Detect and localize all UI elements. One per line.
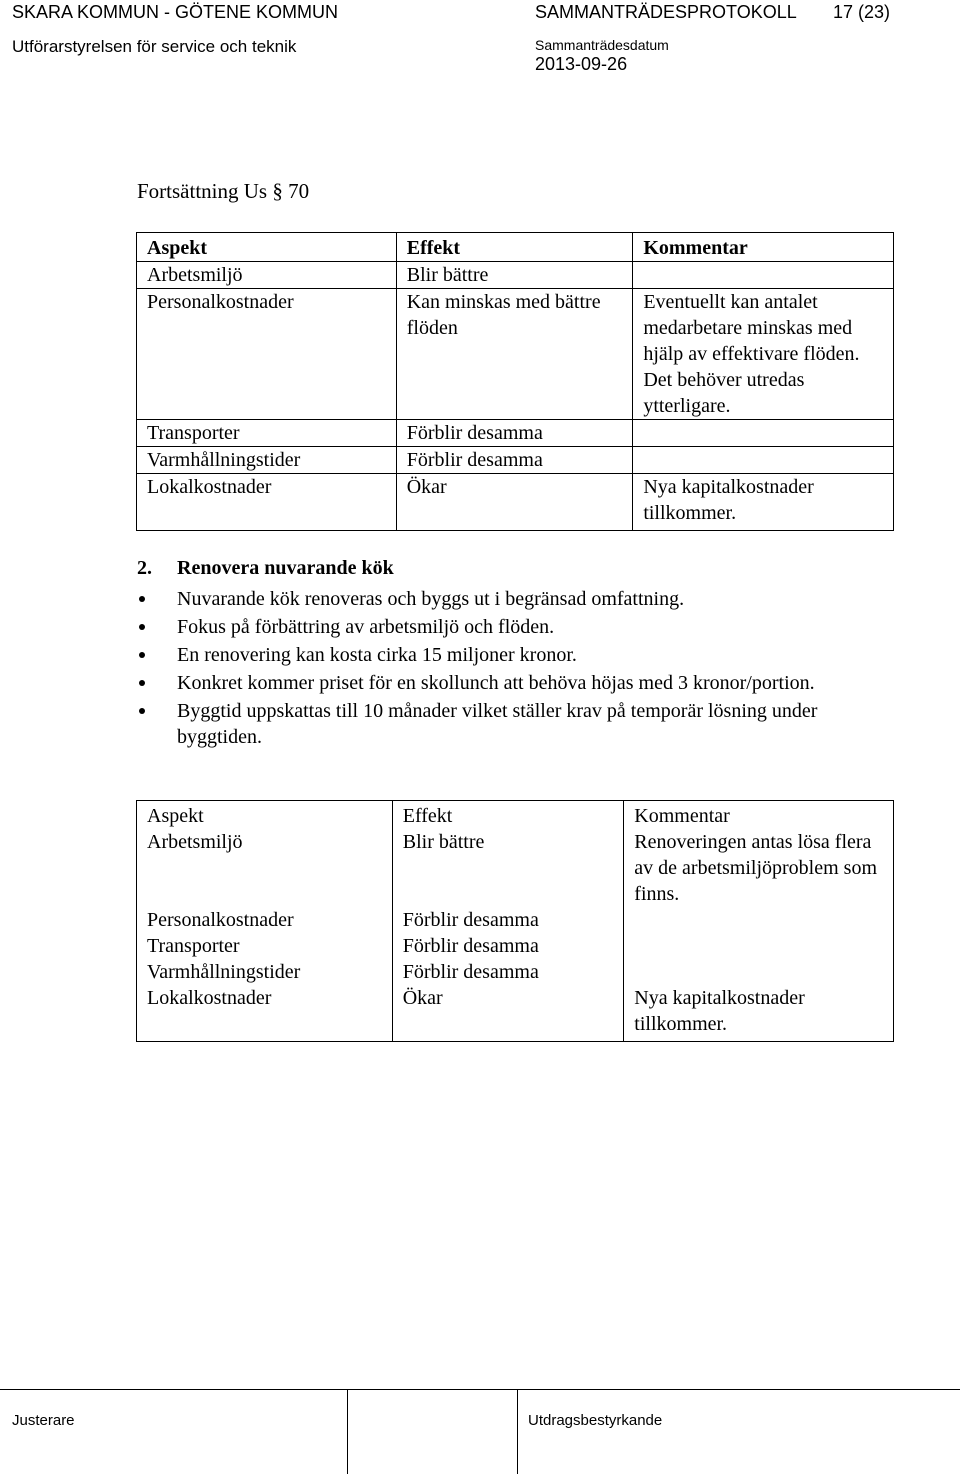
utdragsbestyrkande-label: Utdragsbestyrkande <box>528 1412 663 1429</box>
header-cell-aspekt: Aspekt <box>137 801 393 830</box>
header-cell-kommentar: Kommentar <box>624 801 894 830</box>
continuation-heading: Fortsättning Us § 70 <box>137 179 310 203</box>
aspect-table-2 <box>136 800 894 1042</box>
justerare-box <box>0 1390 348 1474</box>
list-item-text: Nuvarande kök renoveras och byggs ut i begränsad omfattning. <box>177 588 685 610</box>
list-item <box>137 642 877 668</box>
table-cell <box>633 420 894 447</box>
table-cell: Personalkostnader <box>137 289 397 420</box>
table-row <box>137 985 894 1042</box>
bullet-icon <box>139 624 145 630</box>
table-cell: Arbetsmiljö <box>137 262 397 289</box>
table-cell <box>633 447 894 474</box>
header-cell-effekt: Effekt <box>396 233 633 262</box>
list-item <box>137 586 877 612</box>
table-cell: Ökar <box>392 985 624 1042</box>
table-cell: Lokalkostnader <box>137 474 397 531</box>
list-item-text: En renovering kan kosta cirka 15 miljoner kronor. <box>177 644 577 666</box>
table-cell: Transporter <box>137 933 393 959</box>
table-cell: Nya kapitalkostnader tillkommer. <box>633 474 894 531</box>
table-row <box>137 447 894 474</box>
list-item <box>137 698 877 750</box>
board-name: Utförarstyrelsen för service och teknik <box>12 37 297 56</box>
table-cell <box>624 959 894 985</box>
list-item <box>137 670 877 696</box>
document-type: SAMMANTRÄDESPROTOKOLL <box>535 2 797 22</box>
table-row <box>137 959 894 985</box>
table-cell: Varmhållningstider <box>137 447 397 474</box>
bullet-icon <box>139 652 145 658</box>
list-item-text: Konkret kommer priset för en skollunch att behöva höjas med 3 kronor/portion. <box>177 672 815 694</box>
section-title: Renovera nuvarande kök <box>177 557 394 579</box>
signature-footer <box>0 1389 960 1474</box>
table-cell: Ökar <box>396 474 633 531</box>
table-cell: Blir bättre <box>392 829 624 907</box>
table-cell <box>633 262 894 289</box>
table-header-row <box>137 801 894 830</box>
meeting-date: 2013-09-26 <box>535 54 628 74</box>
table-row <box>137 420 894 447</box>
list-item-text: Fokus på förbättring av arbetsmiljö och flöden. <box>177 616 555 638</box>
table-cell: Förblir desamma <box>392 933 624 959</box>
blank-box <box>347 1390 518 1474</box>
list-item-text: Byggtid uppskattas till 10 månader vilket ställer krav på temporär lösning under byggtiden. <box>177 700 818 748</box>
table-row <box>137 933 894 959</box>
table-cell: Förblir desamma <box>392 907 624 933</box>
table-row <box>137 829 894 907</box>
page-number: 17 (23) <box>833 2 891 22</box>
table-cell: Förblir desamma <box>396 420 633 447</box>
table-cell: Renoveringen antas lösa flera av de arbetsmiljöproblem som finns. <box>624 829 894 907</box>
header-cell-kommentar: Kommentar <box>633 233 894 262</box>
header-cell-effekt: Effekt <box>392 801 624 830</box>
list-item <box>137 614 877 640</box>
aspect-table-1 <box>136 232 894 531</box>
table-cell: Personalkostnader <box>137 907 393 933</box>
table-cell: Nya kapitalkostnader tillkommer. <box>624 985 894 1042</box>
table-cell: Förblir desamma <box>392 959 624 985</box>
section-heading <box>137 557 394 580</box>
table-cell: Eventuellt kan antalet medarbetare minskas med hjälp av effektivare flöden. Det behöver utredas ytterligare. <box>633 289 894 420</box>
table-cell <box>624 907 894 933</box>
table-cell: Varmhållningstider <box>137 959 393 985</box>
table-cell: Blir bättre <box>396 262 633 289</box>
table-cell: Kan minskas med bättre flöden <box>396 289 633 420</box>
bullet-icon <box>139 596 145 602</box>
table-row <box>137 262 894 289</box>
bullet-list <box>137 586 877 752</box>
organization-name: SKARA KOMMUN - GÖTENE KOMMUN <box>12 2 339 22</box>
table-row <box>137 474 894 531</box>
table-cell: Arbetsmiljö <box>137 829 393 907</box>
table-cell: Förblir desamma <box>396 447 633 474</box>
justerare-label: Justerare <box>12 1412 75 1429</box>
table-row <box>137 907 894 933</box>
section-number: 2. <box>137 557 152 579</box>
bullet-icon <box>139 680 145 686</box>
header-cell-aspekt: Aspekt <box>137 233 397 262</box>
table-header-row <box>137 233 894 262</box>
utdragsbestyrkande-box <box>517 1390 960 1474</box>
meeting-date-label: Sammanträdesdatum <box>535 37 669 53</box>
bullet-icon <box>139 708 145 714</box>
table-cell: Transporter <box>137 420 397 447</box>
table-cell <box>624 933 894 959</box>
table-cell: Lokalkostnader <box>137 985 393 1042</box>
table-row <box>137 289 894 420</box>
